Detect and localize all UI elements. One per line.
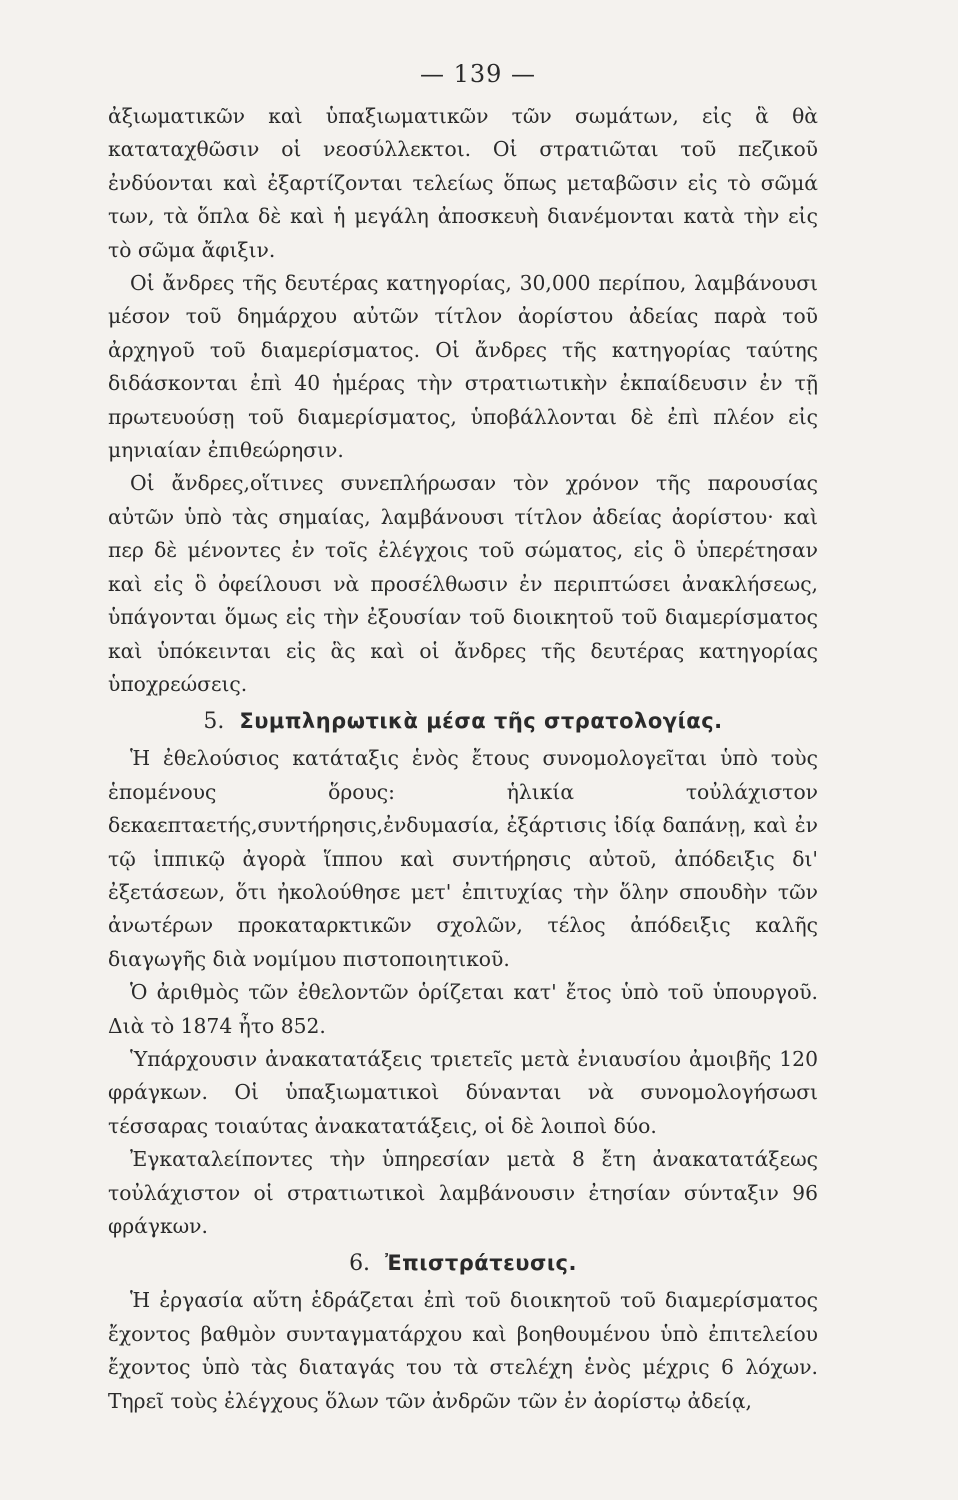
section-title: Συμπληρωτικὰ μέσα τῆς στρατολογίας.	[239, 709, 723, 734]
paragraph-continuation: ἀξιωματικῶν καὶ ὑπαξιωματικῶν τῶν σωμάτων, εἰς ἃ θὰ καταταχθῶσιν οἱ νεοσύλλεκτοι. Οἱ στρατιῶται τοῦ πεζικοῦ ἐνδύονται καὶ ἐξαρτίζονται τελείως ὅπως μεταβῶσιν εἰς τὸ σῶμά των, τὰ ὅπλα δὲ καὶ ἡ μεγάλη ἀποσκευὴ διανέμονται κατὰ τὴν εἰς τὸ σῶμα ἄφιξιν.	[108, 104, 818, 262]
section-number: 5.	[203, 709, 225, 735]
section-heading-5	[108, 703, 818, 740]
paragraph-second-category: Οἱ ἄνδρες τῆς δευτέρας κατηγορίας, 30,000 περίπου, λαμβάνουσι μέσον τοῦ δημάρχου αὐτῶν τίτλον ἀορίστου ἀδείας παρὰ τοῦ ἀρχηγοῦ τοῦ διαμερίσματος. Οἱ ἄνδρες τῆς κατηγορίας ταύτης διδάσκονται ἐπὶ 40 ἡμέρας τὴν στρατιωτικὴν ἐκπαίδευσιν ἐν τῇ πρωτευούσῃ τοῦ διαμερίσματος, ὑποβάλλονται δὲ ἐπὶ πλέον εἰς μηνιαίαν ἐπιθεώρησιν.	[108, 271, 818, 463]
page-number: — 139 —	[419, 60, 537, 88]
body-text	[108, 100, 818, 1418]
paragraph-mobilization: Ἡ ἐργασία αὕτη ἑδράζεται ἐπὶ τοῦ διοικητοῦ τοῦ διαμερίσματος ἔχοντος βαθμὸν συνταγματάρχου καὶ βοηθουμένου ὑπὸ ἐπιτελείου ἔχοντος ὑπὸ τὰς διαταγάς του τὰ στελέχη ἑνὸς μέχρις 6 λόχων. Τηρεῖ τοὺς ἐλέγχους ὅλων τῶν ἀνδρῶν τῶν ἐν ἀορίστῳ ἀδείᾳ,	[108, 1288, 818, 1413]
paragraph-pension: Ἐγκαταλείποντες τὴν ὑπηρεσίαν μετὰ 8 ἔτη ἀνακατατάξεως τοὐλάχιστον οἱ στρατιωτικοὶ λαμβάνουσιν ἐτησίαν σύνταξιν 96 φράγκων.	[108, 1147, 818, 1238]
paragraph-volunteer-count: Ὁ ἀριθμὸς τῶν ἐθελοντῶν ὁρίζεται κατ' ἔτος ὑπὸ τοῦ ὑπουργοῦ. Διὰ τὸ 1874 ἦτο 852.	[108, 980, 818, 1038]
section-title: Ἐπιστράτευσις.	[385, 1251, 577, 1276]
section-heading-6	[108, 1245, 818, 1282]
paragraph-reenlistment: Ὑπάρχουσιν ἀνακατατάξεις τριετεῖς μετὰ ἐνιαυσίου ἀμοιβῆς 120 φράγκων. Οἱ ὑπαξιωματικοὶ δύνανται νὰ συνομολογήσωσι τέσσαρας τοιαύτας ἀνακατατάξεις, οἱ δὲ λοιποὶ δύο.	[108, 1046, 818, 1138]
paragraph-volunteer-terms: Ἡ ἐθελούσιος κατάταξις ἑνὸς ἔτους συνομολογεῖται ὑπὸ τοὺς ἑπομένους ὅρους: ἡλικία τοὐλάχιστον δεκαεπταετής,συντήρησις,ἐνδυμασία, ἐξάρτισις ἰδίᾳ δαπάνῃ, καὶ ἐν τῷ ἱππικῷ ἀγορὰ ἵππου καὶ συντήρησις αὐτοῦ, ἀπόδειξις δι' ἐξετάσεων, ὅτι ἠκολούθησε μετ' ἐπιτυχίας τὴν ὅλην σπουδὴν τῶν ἀνωτέρων προκαταρκτικῶν σχολῶν, τέλος ἀπόδειξις καλῆς διαγωγῆς διὰ νομίμου πιστοποιητικοῦ.	[108, 746, 818, 971]
section-number: 6.	[349, 1251, 371, 1277]
paragraph-indefinite-leave: Οἱ ἄνδρες,οἵτινες συνεπλήρωσαν τὸν χρόνον τῆς παρουσίας αὐτῶν ὑπὸ τὰς σημαίας, λαμβάνουσι τίτλον ἀδείας ἀορίστου· καὶ περ δὲ μένοντες ἐν τοῖς ἐλέγχοις τοῦ σώματος, εἰς ὃ ὑπερέτησαν καὶ εἰς ὃ ὀφείλουσι νὰ προσέλθωσιν ἐν περιπτώσει ἀνακλήσεως, ὑπάγονται ὅμως εἰς τὴν ἐξουσίαν τοῦ διοικητοῦ τοῦ διαμερίσματος καὶ ὑπόκεινται εἰς ἃς καὶ οἱ ἄνδρες τῆς δευτέρας κατηγορίας ὑποχρεώσεις.	[108, 471, 818, 696]
